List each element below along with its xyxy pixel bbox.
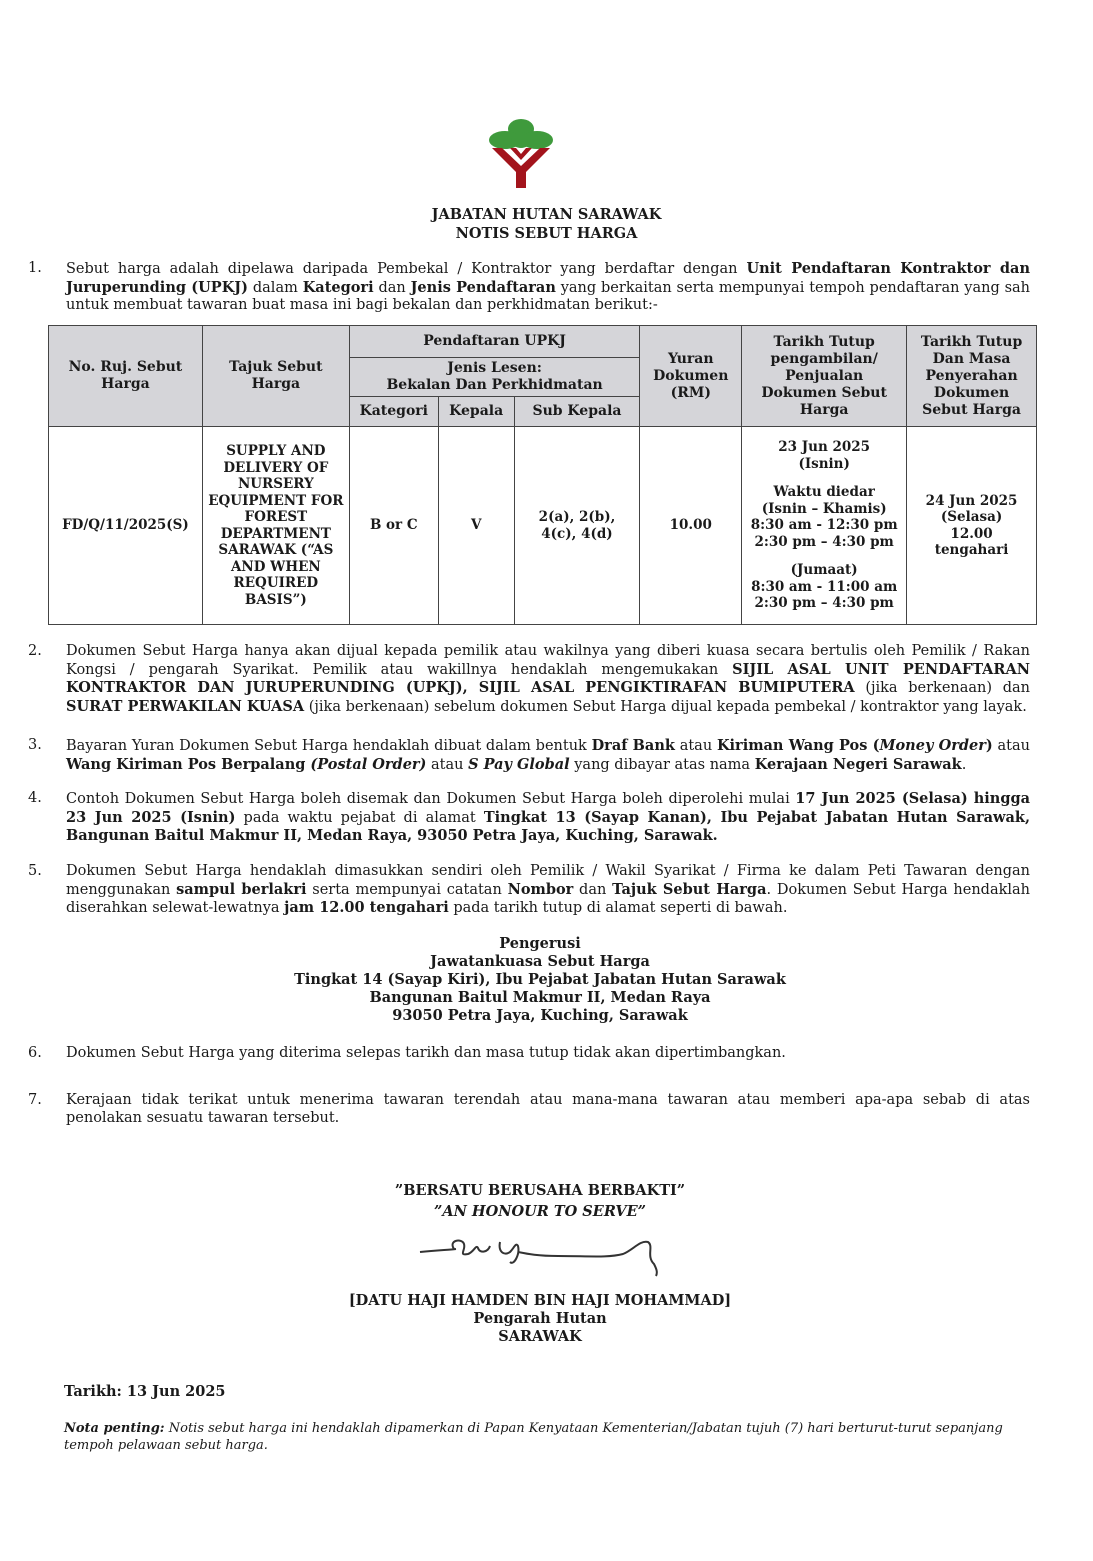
header-kategori: Kategori [349,397,438,427]
para-3-text: atau [674,738,717,754]
address-line: Bangunan Baitul Makmur II, Medan Raya [369,989,711,1006]
cell-ref-no: FD/Q/11/2025(S) [49,427,203,625]
cell-closing-sale-line: 2:30 pm – 4:30 pm [754,533,894,550]
header-closing-sale: Tarikh Tutup pengambilan/ Penjualan Dokumen Sebut Harga [742,326,907,427]
cell-title-line: FOREST [244,509,308,525]
para-4 [66,790,1030,846]
note-label: Nota penting: [64,1421,165,1436]
cell-yuran: 10.00 [640,427,742,625]
para-3-number: 3. [28,737,42,753]
para-1-text: dan [373,279,411,296]
para-2-number: 2. [28,643,42,659]
cell-closing-sale-line: (Isnin) [798,455,850,472]
para-4-bold: 17 Jun 2025 (Selasa) hingga 23 Jun 2025 (Isnin) [66,790,1030,826]
header-license-type-line: Jenis Lesen: [447,360,542,376]
para-4-bold: Tingkat 13 (Sayap Kanan), Ibu Pejabat Jabatan Hutan Sarawak, Bangunan Baitul Makmur II, Medan Raya, 93050 Petra Jaya, Kuching, Sarawak. [66,808,1030,844]
motto-english: ”AN HONOUR TO SERVE” [433,1203,647,1220]
para-1-text: Sebut harga adalah dipelawa daripada Pembekal / Kontraktor yang berdaftar dengan [66,261,747,277]
para-4-text: pada waktu pejabat di alamat [235,809,484,826]
para-3-bold: Draf Bank [591,737,675,754]
para-5-number: 5. [28,863,42,879]
para-1-bold: Kategori [302,278,374,296]
cell-title-line: EQUIPMENT FOR [208,492,344,509]
signatory-state: SARAWAK [498,1328,582,1345]
signatory-name: [DATU HAJI HAMDEN BIN HAJI MOHAMMAD] [348,1292,732,1309]
header-license-type-line: Bekalan Dan Perkhidmatan [386,377,603,393]
cell-closing-submission-line: tengahari [934,542,1009,558]
table-row [49,427,1037,625]
cell-closing-sale [742,427,907,625]
cell-closing-submission-line: 12.00 [950,525,993,542]
para-1-number: 1. [28,260,42,276]
address-line: Jawatankuasa Sebut Harga [430,953,650,970]
cell-closing-submission [907,427,1037,625]
address-line: 93050 Petra Jaya, Kuching, Sarawak [392,1007,688,1024]
para-3-bold: Kiriman Wang Pos ( [716,737,880,754]
para-3-bold-italic: S Pay Global [468,755,570,773]
org-name: JABATAN HUTAN SARAWAK [431,206,662,223]
para-6-number: 6. [28,1045,42,1061]
note-text: Notis sebut harga ini hendaklah dipamerkan di Papan Kenyataan Kementerian/Jabatan tujuh (7) hari berturut-turut sepanjang tempoh pelawaan sebut harga. [64,1421,1003,1453]
para-5-text: dan [573,881,613,898]
notice-heading [0,205,1093,243]
para-3-bold: ) [985,737,993,754]
para-3-text: atau [426,756,469,773]
para-5-text: . Dokumen Sebut Harga hendaklah diserahkan selewat-lewatnya [66,881,1030,916]
para-7-text: Kerajaan tidak terikat untuk menerima tawaran terendah atau mana-mana tawaran atau memberi apa-apa sebab di atas penolakan sesuatu tawaran tersebut. [66,1092,1030,1126]
cell-closing-sale-line [745,550,903,562]
cell-title [202,427,349,625]
cell-closing-submission-line: 24 Jun 2025 [925,492,1018,509]
para-4-number: 4. [28,790,42,806]
chairman-address [0,935,1080,1025]
para-1-text: dalam [248,279,303,296]
cell-title-line: DEPARTMENT [220,525,331,542]
header-closing-submission: Tarikh Tutup Dan Masa Penyerahan Dokumen Sebut Harga [907,326,1037,427]
para-2-text: (jika berkenaan) sebelum dokumen Sebut Harga dijual kepada pembekal / kontraktor yang layak. [304,698,1027,715]
para-3-text: atau [992,738,1030,754]
address-line: Pengerusi [499,935,581,952]
para-5-text: serta mempunyai catatan [306,881,508,898]
para-1-bold: Unit Pendaftaran Kontraktor dan Juruperunding (UPKJ) [66,260,1030,296]
para-2-bold: SIJIL ASAL UNIT PENDAFTARAN KONTRAKTOR DAN JURUPERUNDING (UPKJ), SIJIL ASAL PENGIKTIRAFAN BUMIPUTERA [66,660,1030,696]
para-1-bold: Jenis Pendaftaran [410,278,556,296]
header-ref-no: No. Ruj. Sebut Harga [49,326,203,427]
para-2-text: (jika berkenaan) dan [854,680,1030,696]
para-3-bold-italic: Money Order [879,737,986,754]
cell-subkepala-line: 4(c), 4(d) [541,525,613,542]
cell-kepala: V [438,427,514,625]
cell-title-line: REQUIRED [233,575,319,591]
para-2 [66,643,1030,716]
para-6 [66,1045,1030,1063]
address-line: Tingkat 14 (Sayap Kiri), Ibu Pejabat Jabatan Hutan Sarawak [294,971,786,988]
para-3-text: Bayaran Yuran Dokumen Sebut Harga hendaklah dibuat dalam bentuk [66,738,592,754]
notice-date: Tarikh: 13 Jun 2025 [64,1383,226,1400]
header-kepala: Kepala [438,397,514,427]
forest-department-logo-icon [488,116,554,188]
handwritten-signature-icon [418,1232,668,1286]
cell-closing-sale-line: 23 Jun 2025 [778,439,871,456]
cell-kategori: B or C [349,427,438,625]
para-6-text: Dokumen Sebut Harga yang diterima selepas tarikh dan masa tutup tidak akan dipertimbangkan. [66,1045,786,1061]
para-3 [66,737,1030,774]
para-5-bold: sampul berlakri [176,880,307,898]
para-1-text: yang berkaitan serta mempunyai tempoh pendaftaran yang sah untuk membuat tawaran buat masa ini bagi bekalan dan perkhidmatan berikut:- [66,279,1031,313]
header-upkj: Pendaftaran UPKJ [349,326,640,358]
para-5-bold: jam 12.00 tengahari [284,899,449,916]
header-title: Tajuk Sebut Harga [202,326,349,427]
para-5 [66,863,1030,918]
header-license-type [349,358,640,397]
para-2-text: Dokumen Sebut Harga hanya akan dijual kepada pemilik atau wakilnya yang diberi kuasa secara bertulis oleh Pemilik / Rakan Kongsi / pengarah Syarikat. Pemilik atau wakillnya hendaklah mengemukakan [66,643,1030,678]
cell-title-line: AND WHEN [230,558,321,575]
cell-title-line: BASIS”) [244,591,307,608]
para-5-bold: Tajuk Sebut Harga [612,880,767,898]
para-3-bold: Wang Kiriman Pos Berpalang [66,755,311,773]
cell-closing-sale-line: (Isnin – Khamis) [761,500,887,517]
para-3-text: yang dibayar atas nama [569,756,755,773]
notice-title: NOTIS SEBUT HARGA [455,225,638,242]
header-yuran: Yuran Dokumen (RM) [640,326,742,427]
cell-title-line: DELIVERY OF [223,459,329,476]
motto [0,1180,1080,1222]
para-1 [66,260,1030,315]
para-5-text: Dokumen Sebut Harga hendaklah dimasukkan sendiri oleh Pemilik / Wakil Syarikat / Firma ke dalam Peti Tawaran dengan menggunakan [66,863,1030,898]
para-3-bold: Kerajaan Negeri Sarawak [754,755,962,773]
cell-title-line: NURSERY [237,476,314,492]
cell-title-line: SARAWAK (“AS [218,542,334,558]
cell-closing-sale-line: 8:30 am - 12:30 pm [750,517,898,534]
header-subkepala: Sub Kepala [514,397,640,427]
motto-malay: ”BERSATU BERUSAHA BERBAKTI” [394,1182,686,1199]
para-7-number: 7. [28,1092,42,1108]
para-3-bold-italic: (Postal Order) [310,755,427,773]
signatory-position: Pengarah Hutan [473,1310,607,1327]
important-note [64,1420,1024,1454]
para-5-bold: Nombor [507,880,574,898]
quotation-table [48,325,1037,625]
cell-closing-sale-line: (Jumaat) [790,562,858,579]
cell-closing-submission-line: (Selasa) [940,509,1003,525]
cell-closing-sale-line: 2:30 pm – 4:30 pm [754,595,894,612]
para-3-text: . [961,756,967,773]
para-2-bold: SURAT PERWAKILAN KUASA [66,697,305,715]
signatory-block [0,1292,1080,1346]
cell-closing-sale-line: Waktu diedar [773,484,875,501]
cell-subkepala [514,427,640,625]
cell-closing-sale-line [745,472,903,484]
cell-closing-sale-line: 8:30 am - 11:00 am [751,578,898,595]
para-7 [66,1092,1030,1127]
cell-subkepala-line: 2(a), 2(b), [538,509,616,525]
para-4-text: Contoh Dokumen Sebut Harga boleh disemak dan Dokumen Sebut Harga boleh diperolehi mulai [66,791,796,807]
para-5-text: pada tarikh tutup di alamat seperti di bawah. [448,900,788,916]
cell-title-line: SUPPLY AND [226,443,326,459]
